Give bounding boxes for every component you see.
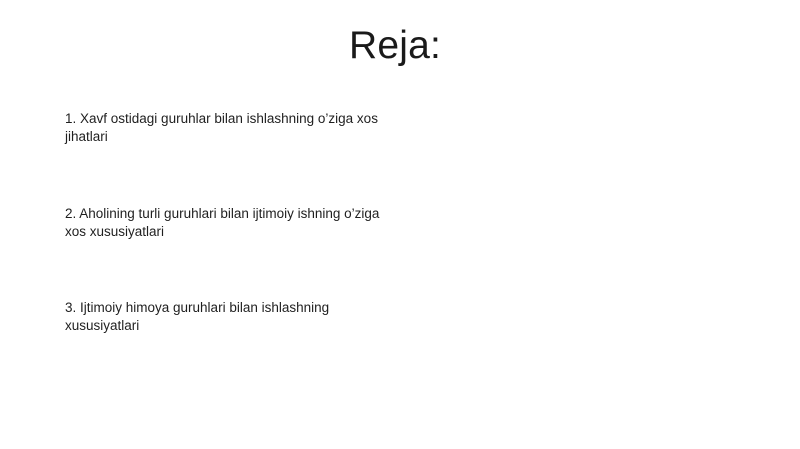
slide-title: Reja: [348, 24, 442, 67]
plan-item-1: 1. Xavf ostidagi guruhlar bilan ishlashning o’ziga xos jihatlari [65, 111, 378, 144]
plan-item-2: 2. Aholining turli guruhlari bilan ijtimoiy ishning o’ziga xos xususiyatlari [65, 206, 380, 239]
plan-item-3: 3. Ijtimoiy himoya guruhlari bilan ishlashning xususiyatlari [65, 300, 330, 333]
